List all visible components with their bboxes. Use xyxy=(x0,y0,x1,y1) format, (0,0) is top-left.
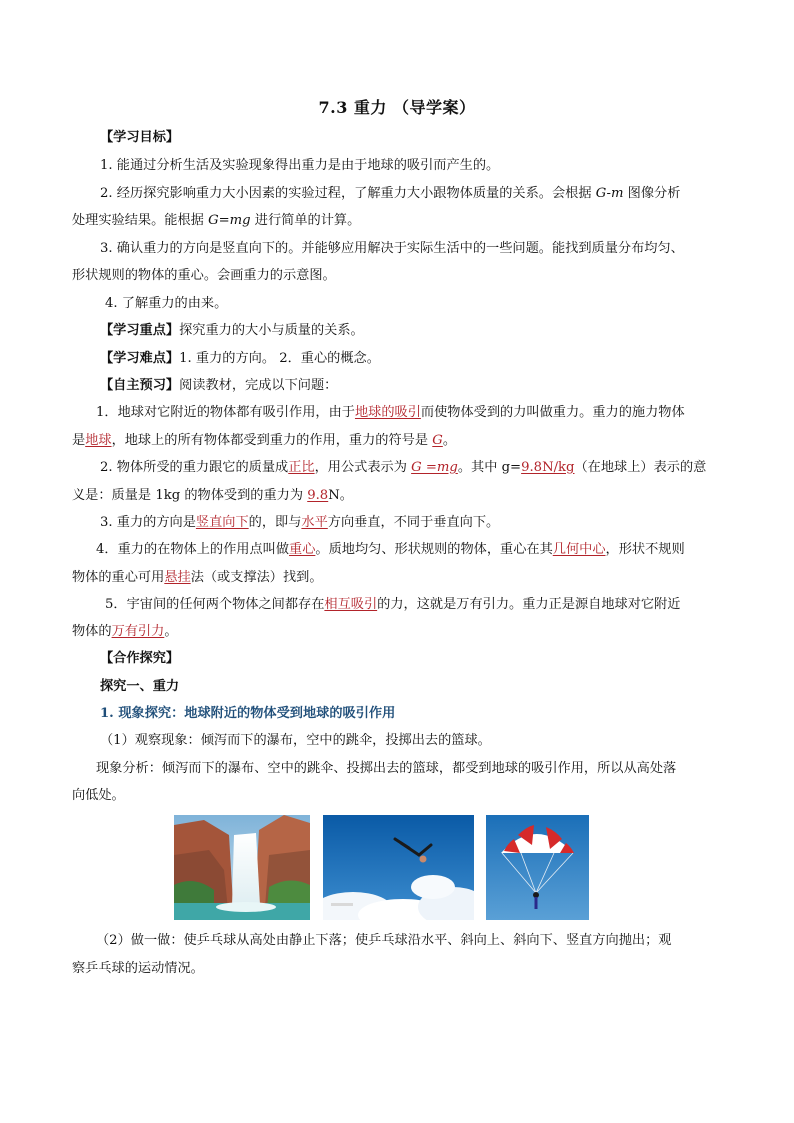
objective-4: 4. 了解重力的由来。 xyxy=(105,296,228,311)
waterfall-image xyxy=(174,815,310,920)
objective-1: 1. 能通过分析生活及实验现象得出重力是由于地球的吸引而产生的。 xyxy=(100,158,500,173)
text: 3. 重力的方向是 xyxy=(100,515,196,530)
text: 处理实验结果。能根据 xyxy=(72,213,209,228)
analysis-line2: 向低处。 xyxy=(72,788,125,803)
answer: 地球的吸引 xyxy=(354,405,421,420)
answer: 相互吸引 xyxy=(324,597,378,612)
answer: 悬挂 xyxy=(164,570,191,585)
objective-2-line2 xyxy=(72,212,732,230)
analysis-line1: 现象分析：倾泻而下的瀑布、空中的跳伞、投掷出去的篮球，都受到地球的吸引作用，所以从高处落 xyxy=(96,761,677,776)
preview-q2-line2 xyxy=(72,487,732,505)
answer: 9.8N/kg xyxy=(521,460,575,475)
preview-q4-line1 xyxy=(72,541,756,559)
difficulty-text: 1. 重力的方向。 2．重心的概念。 xyxy=(179,351,380,366)
answer: 几何中心 xyxy=(552,542,606,557)
text: 是 xyxy=(72,433,86,448)
text: 法（或支撑法）找到。 xyxy=(190,570,323,585)
answer: G xyxy=(432,433,443,448)
text: 。其中 g= xyxy=(457,460,522,475)
text: 。 xyxy=(164,624,178,639)
objective-3-line1: 3. 确认重力的方向是竖直向下的。并能够应用解决于实际生活中的一些问题。能找到质量分布均匀、 xyxy=(100,241,684,256)
objective-3-line2: 形状规则的物体的重心。会画重力的示意图。 xyxy=(72,268,336,283)
answer: 正比 xyxy=(288,460,315,475)
text: 义是：质量是 1kg 的物体受到的重力为 xyxy=(72,488,308,503)
text: N。 xyxy=(328,488,353,503)
key-point-text: 探究重力的大小与质量的关系。 xyxy=(179,323,364,338)
diver-image xyxy=(323,815,474,920)
answer: 万有引力 xyxy=(111,624,165,639)
answer: G =mg xyxy=(411,460,458,475)
page-title: 7.3 重力 （导学案） xyxy=(318,98,476,117)
answer: 地球 xyxy=(85,433,112,448)
preview-q2-line1 xyxy=(72,459,760,477)
preview-heading: 【自主预习】 xyxy=(100,378,180,393)
text: 进行简单的计算。 xyxy=(250,213,361,228)
preview-q5-line1 xyxy=(72,596,765,614)
sub-heading: 1. 现象探究：地球附近的物体受到地球的吸引作用 xyxy=(100,706,396,721)
text: 物体的 xyxy=(72,624,112,639)
text: 图像分析 xyxy=(623,186,681,201)
key-point-heading: 【学习重点】 xyxy=(100,323,180,338)
text: 物体的重心可用 xyxy=(72,570,165,585)
preview xyxy=(72,377,760,395)
gm-graph-label: G-m xyxy=(595,186,624,201)
do-line2: 察乒乓球的运动情况。 xyxy=(72,961,204,976)
observe-text: （1）观察现象：倾泻而下的瀑布，空中的跳伞，投掷出去的篮球。 xyxy=(100,733,491,748)
text: ，用公式表示为 xyxy=(314,460,412,475)
answer: 竖直向下 xyxy=(195,515,249,530)
preview-q4-line2 xyxy=(72,569,732,587)
objectives-heading: 【学习目标】 xyxy=(100,130,180,145)
text: 2. 物体所受的重力跟它的质量成 xyxy=(100,460,289,475)
text: 4．重力的在物体上的作用点叫做 xyxy=(96,542,290,557)
formula: G=mg xyxy=(208,213,251,228)
text: 的，即与 xyxy=(248,515,302,530)
text: 。质地均匀、形状规则的物体，重心在其 xyxy=(315,542,553,557)
section-title: 探究一、重力 xyxy=(100,679,180,694)
preview-q1-line1 xyxy=(72,404,756,422)
cooperate-heading: 【合作探究】 xyxy=(100,651,180,666)
do-line1: （2）做一做：使乒乓球从高处由静止下落；使乒乓球沿水平、斜向上、斜向下、竖直方向抛出；观 xyxy=(96,933,672,948)
text: 2. 经历探究影响重力大小因素的实验过程，了解重力大小跟物体质量的关系。会根据 xyxy=(100,186,596,201)
text: 而使物体受到的力叫做重力。重力的施力物体 xyxy=(420,405,685,420)
answer: 9.8 xyxy=(307,488,329,503)
difficulty-heading: 【学习难点】 xyxy=(100,351,180,366)
key-point xyxy=(72,322,760,340)
text: 方向垂直，不同于垂直向下。 xyxy=(327,515,500,530)
text: 的力，这就是万有引力。重力正是源自地球对它附近 xyxy=(377,597,681,612)
preview-q1-line2 xyxy=(72,432,732,450)
text: （在地球上）表示的意 xyxy=(574,460,707,475)
text: ，形状不规则 xyxy=(605,542,685,557)
answer: 水平 xyxy=(301,515,328,530)
parachute-image xyxy=(486,815,589,920)
difficulty xyxy=(72,350,760,368)
answer: 重心 xyxy=(289,542,316,557)
text: ，地球上的所有物体都受到重力的作用，重力的符号是 xyxy=(111,433,433,448)
preview-q5-line2 xyxy=(72,623,732,641)
objective-2-line1 xyxy=(72,185,760,203)
preview-q3 xyxy=(72,514,760,532)
text: 。 xyxy=(442,433,456,448)
text: 1．地球对它附近的物体都有吸引作用，由于 xyxy=(96,405,355,420)
preview-intro: 阅读教材，完成以下问题： xyxy=(179,378,338,393)
text: 5．宇宙间的任何两个物体之间都存在 xyxy=(105,597,325,612)
